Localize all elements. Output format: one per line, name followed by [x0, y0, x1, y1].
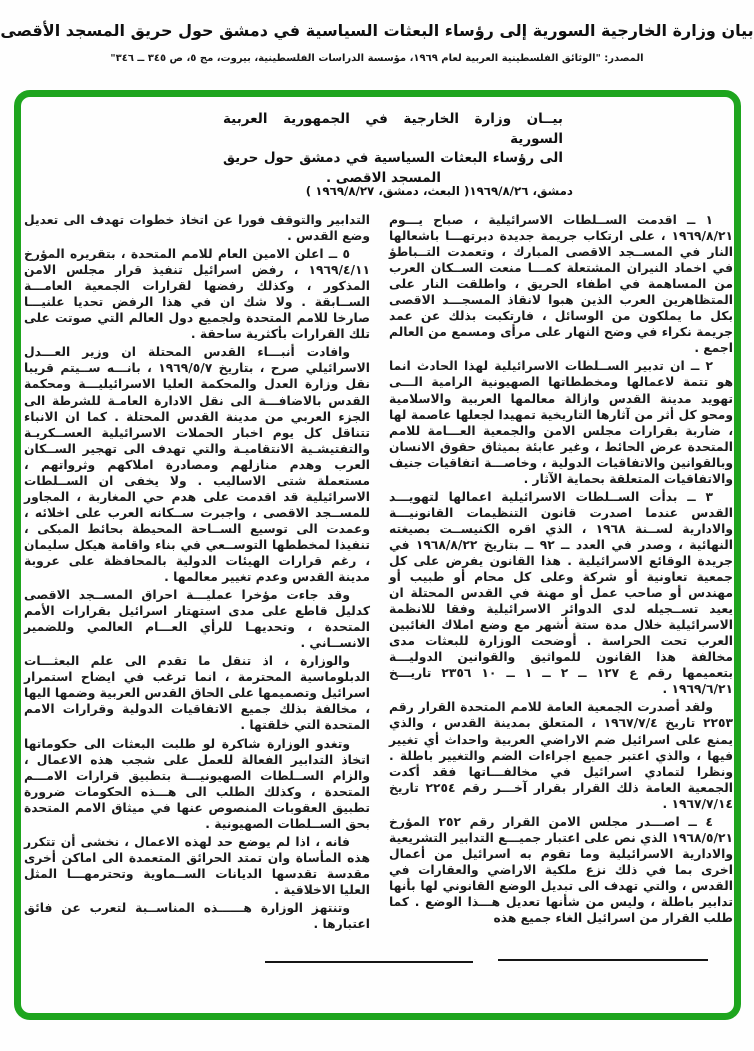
statement-heading	[223, 110, 563, 188]
paragraph-4: ٤ ــ اصـــدر مجلس الامن القرار رقم ٢٥٢ المؤرخ ١٩٦٨/٥/٢١ الذي نص على اعتبار جميـــع التدابير التشريعية والادارية الاسرائيلية وما تقوم به اسرائيل من أعمال اخرى بما في ذلك نزع ملكية الاراضي والعقارات في القدس ، والتي تهدف الى تبديل الوضع القانوني لها بأنها تدابير باطلة ، وليس من شأنها تعديل هـــذا الوضع . كما طلب القرار من اسرائيل الغاء جميع هذه	[389, 814, 733, 926]
body-column-right	[389, 212, 733, 928]
paragraph-6: وافادت أنبـــاء القدس المحتلة ان وزير العـــدل الاسرائيلي صرح ، بتاريخ ١٩٦٩/٥/٧ ، بانـــه ســيتم قريبا نقل وزارة العدل والمحكمة العليا الاسرائيليـــة ومحكمة القدس بالاضافـــة الى نقل الادارة العامـة للشرطة الى الجزء العربي من مدينة القدس المحتلة . كما ان الانباء تتناقل كل يوم اخبار الحملات الاسرائيلية العســكريـة والتفتيشـية الانتقاميـة والتي تهدف الى تهجير الســكان العرب وهدم منازلهم ومصادرة املاكهم وثرواتهم ، مستعملة شتى الاساليب . ولا يخفى ان الســلطات الاسرائيلية قد اقدمت على هدم حي المغاربة ، المجاور للمســجد الاقصى ، واجبرت ســكانه العرب على اخلائه ، وعمدت الى توسيع الســاحة المحيطة بحائط المبكى ، تنفيذا لمخططها التوســعي في بناء واقامة هيكل سليمان ، رغم قرارات الهيئات الدولية بالمحافظة على عروبة مدينة القدس وعدم تغيير معالمها .	[24, 345, 370, 585]
paragraph-9: وتغدو الوزارة شاكرة لو طلبت البعثات الى حكوماتها اتخاذ التدابير الفعالة للعمل على شجب هذه الاعمال ، والزام الســلطات الصهيونيـــة بتطبيق قرارات الامـــم المتحدة ، وكذلك الطلب الى هـــذه الحكومات ضرورة تطبيق العقوبات المنصوص عنها في ميثاق الامم المتحدة بحق الســلطات الصهيونية .	[24, 736, 370, 831]
paragraph-2: ٢ ــ ان تدبير الســلطات الاسرائيلية لهذا الحادث انما هو تتمة لاعمالها ومخططاتها الصهيونية الرامية الـــى تهويد مدينة القدس وازالة معالمها العربية والاسلامية ومحو كل أثر من آثارها التاريخية تمهيدا لجعلها عاصمة لها ، ضاربة بقرارات مجلس الامن والجمعية العـــامة للامم المتحدة عرض الحائط ، وغير عابئة بميثاق حقوق الانسان وبالقوانين والاتفاقيات الدولية ، وخاصـــة اتفاقيات جنيف والاتفاقيات المتعلقة بحماية الآثار .	[389, 359, 733, 486]
paragraph-closing: وتنتهز الوزارة هــــــذه المناســبة لتعرب عن فائق اعتبارها .	[24, 900, 370, 932]
paragraph-8: والوزارة ، اذ تنقل ما تقدم الى علم البعثـــات الدبلوماسية المحترمة ، انما ترغب في ايضاح استمرار اسرائيل وتصميمها على الحاق القدس العربية وضمها اليها ، مخالفة بذلك جميع الاتفاقيات الدولية وقرارات الامم المتحدة التي خلقتها .	[24, 654, 370, 733]
footnote-separator-left	[265, 961, 473, 963]
paragraph-3b: ولقد أصدرت الجمعية العامة للامم المتحدة القرار رقم ٢٢٥٣ تاريخ ١٩٦٧/٧/٤ ، المتعلق بمدينة القدس ، والذي يمنع على اسرائيل ضم الاراضي العربية واحداث أي تغيير فيها ، والذي اعتبر جميع اجراءات الضم والتغيير باطلة . ونظرا لتمادي اسرائيل في مخالفـــاتها فقد أكدت الجمعية العامة ذلك القرار بقرار آخـــر رقم ٢٢٥٤ تاريخ ١٩٦٧/٧/١٤ .	[389, 700, 734, 811]
paragraph-5: ٥ ــ اعلن الامين العام للامم المتحدة ، بتقريره المؤرخ ١٩٦٩/٤/١١ ، رفض اسرائيل تنفيذ قرار مجلس الامن المذكور ، وكذلك رفضها لقرارات الجمعية العامـــة الســابقة . ولا شك ان في هذا الرفض تحديا علنيـــا صارخا للامم المتحدة ولجميع دول العالم التي صوتت على تلك القرارات بأكثرية ساحقة .	[24, 247, 370, 342]
body-column-left	[24, 212, 370, 934]
dateline	[305, 184, 573, 198]
paragraph-1: ١ ــ اقدمت الســلطات الاسرائيلية ، صباح يـــوم ١٩٦٩/٨/٢١ ، على ارتكاب جريمة جديدة دبرتهـــا باشعالها النار في المســجد الاقصى المبارك ، وتعمدت التــباطؤ في اخماد النيران المشتعلة كمـــا منعت الســكان العرب من المساهمة في اطفاء الحريق ، واطلقت النار على المتظاهرين العرب الذين هبوا لانقاذ المسجـــد الاقصى بكل ما يملكون من الوسائل ، فارتكبت بذلك عن عمد جريمة نكراء في وضح النهار على مرأى ومسمع من العالم اجمع .	[389, 213, 733, 356]
source-citation: المصدر: "الوثائق الفلسطينية العربية لعام ١٩٦٩، مؤسسة الدراسات الفلسطينية، بيروت، مج ٥، ص ٣٤٥ ــ ٣٤٦"	[110, 53, 644, 64]
paragraph-4-continuation: التدابير والتوقف فورا عن اتخاذ خطوات تهدف الى تعديل وضع القدس .	[24, 213, 370, 244]
dateline-citation: ( البعث، دمشق، ١٩٦٩/٨/٢٧ )	[305, 184, 470, 198]
heading-line-2: الى رؤساء البعثات السياسية في دمشق حول حريق	[223, 150, 563, 166]
heading-line-1: بيــان وزارة الخارجية في الجمهورية العربية السورية	[223, 111, 563, 147]
paragraph-3: ٣ ــ بدأت الســلطات الاسرائيلية اعمالها لتهويـــد القدس عندما اصدرت قانون التنظيمات القانونيـــة والادارية لســنة ١٩٦٨ ، الذي اقره الكنيســت بصيغته النهائية ، وصدر في العدد ــ ٩٢ ــ بتاريخ ١٩٦٨/٨/٢٢ في جريدة الوقائع الاسرائيلية . هذا القانون يفرض على كل جمعية تعاونية أو شركة وعلى كل محام أو طبيب أو مهندس أو صاحب عمل أو مهنة في القدس المحتلة ان يعيد تســجيله لدى الدوائر الاسرائيلية وفقا للانظمة الاسرائيلية خلال مدة ستة أشهر مع وضع املاك الغائبين العرب تحت الحراسة . أوضحت الوزارة للبعثات مدى مخالفة هذا القانون للمواثيق والقوانين الدوليـــة بتعميمها رقم ع ١٢٧ ــ ٢ ــ ١ ــ ١٠ ٢٣٥٦ تاريـــخ ١٩٦٩/٦/٢١ .	[389, 489, 734, 697]
page-title: بيان وزارة الخارجية السورية إلى رؤساء البعثات السياسية في دمشق حول حريق المسجد الأقصى	[0, 21, 754, 40]
dateline-place-date: دمشق، ١٩٦٩/٨/٢٦	[469, 184, 573, 198]
heading-line-3: المسجد الاقصى .	[325, 169, 441, 186]
paragraph-7: وقد جاءت مؤخرا عمليـــة احراق المســجد الاقصى كدليل قاطع على مدى استهتار اسرائيل بقرارات الأمم المتحدة ، وتحديهـا للرأي العـــام العالمي وللضمير الانســاني .	[24, 588, 370, 651]
footnote-separator-right	[498, 959, 708, 961]
paragraph-10: فانه ، اذا لم يوضع حد لهذه الاعمال ، نخشى أن تتكرر هذه المأساة وان تمتد الحرائق المتعمدة الى اماكن أخرى مقدسة تقدسها الديانات الســماوية وتحترمهـــا المثل العليا الاخلاقية .	[24, 834, 370, 897]
